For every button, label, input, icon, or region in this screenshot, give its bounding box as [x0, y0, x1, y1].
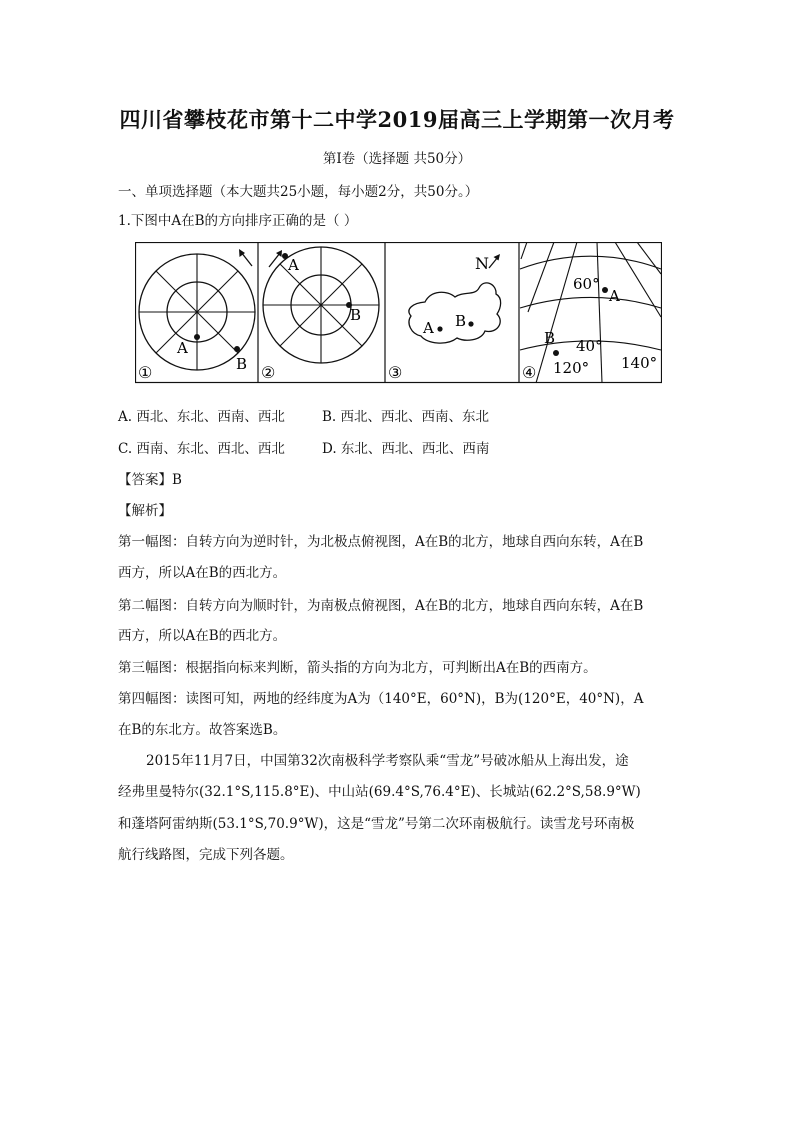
point-a — [602, 287, 608, 293]
latitude-label-60: 60° — [573, 275, 600, 293]
analysis-line: 第二幅图：自转方向为顺时针，为南极点俯视图，A在B的北方，地球自西向东转，A在B — [118, 598, 644, 614]
longitude-label-140: 140° — [621, 354, 658, 372]
analysis-line: 第一幅图：自转方向为逆时针，为北极点俯视图，A在B的北方，地球自西向东转，A在B — [118, 534, 644, 550]
rotation-arrow-icon — [239, 249, 252, 266]
passage-line: 经弗里曼特尔(32.1°S,115.8°E)、中山站(69.4°S,76.4°E)、长城站(62.2°S,58.9°W) — [118, 784, 641, 800]
page-title: 四川省攀枝花市第十二中学2019届高三上学期第一次月考 — [119, 107, 675, 132]
label-b: B — [350, 306, 362, 324]
answer-line: 【答案】B — [118, 472, 182, 488]
panel-number-2: ② — [261, 363, 276, 382]
label-b: B — [455, 312, 467, 330]
label-a: A — [288, 256, 299, 274]
label-a: A — [177, 339, 188, 357]
panel-number-3: ③ — [388, 363, 403, 382]
option-c: C. 西南、东北、西北、西北 — [118, 441, 285, 457]
latitude-label-40: 40° — [576, 337, 603, 355]
analysis-line: 在B的东北方。故答案选B。 — [118, 722, 287, 738]
option-b: B. 西北、西北、西南、东北 — [322, 409, 490, 425]
exam-part-heading: 第I卷（选择题 共50分） — [322, 151, 472, 167]
panel-number-4: ④ — [522, 363, 537, 382]
panel-3 — [388, 254, 501, 382]
north-arrow-icon — [489, 254, 500, 268]
analysis-heading: 【解析】 — [118, 503, 172, 519]
panel-2 — [261, 247, 379, 382]
analysis-line: 第三幅图：根据指向标来判断，箭头指的方向为北方，可判断出A在B的西南方。 — [118, 660, 597, 676]
point-b — [234, 346, 240, 352]
label-a: A — [609, 287, 620, 305]
point-b — [553, 350, 559, 356]
option-d: D. 东北、西北、西北、西南 — [322, 441, 490, 457]
label-b: B — [544, 329, 556, 347]
panel-1 — [138, 249, 255, 382]
point-a — [437, 326, 442, 331]
option-a: A. 西北、东北、西南、西北 — [118, 409, 285, 425]
direction-figure — [135, 242, 662, 384]
passage-line: 航行线路图，完成下列各题。 — [118, 847, 294, 863]
passage-line: 2015年11月7日，中国第32次南极科学考察队乘“雪龙”号破冰船从上海出发，途 — [146, 753, 629, 769]
panel-number-1: ① — [138, 363, 153, 382]
analysis-line: 第四幅图：读图可知，两地的经纬度为A为（140°E，60°N)，B为(120°E，40°N)，A — [118, 691, 644, 707]
panel-4 — [520, 242, 661, 383]
north-label: N — [475, 254, 489, 273]
analysis-line: 西方，所以A在B的西北方。 — [118, 565, 287, 581]
point-b — [468, 321, 473, 326]
label-b: B — [236, 355, 248, 373]
point-a — [194, 334, 200, 340]
section-heading: 一、单项选择题（本大题共25小题，每小题2分，共50分。） — [118, 184, 479, 200]
analysis-line: 西方，所以A在B的西北方。 — [118, 628, 287, 644]
label-a: A — [423, 319, 434, 337]
passage-line: 和蓬塔阿雷纳斯(53.1°S,70.9°W)，这是“雪龙”号第二次环南极航行。读雪龙号环南极 — [118, 816, 635, 832]
longitude-label-120: 120° — [553, 359, 590, 377]
question-stem: 1.下图中A在B的方向排序正确的是（ ） — [118, 213, 358, 229]
